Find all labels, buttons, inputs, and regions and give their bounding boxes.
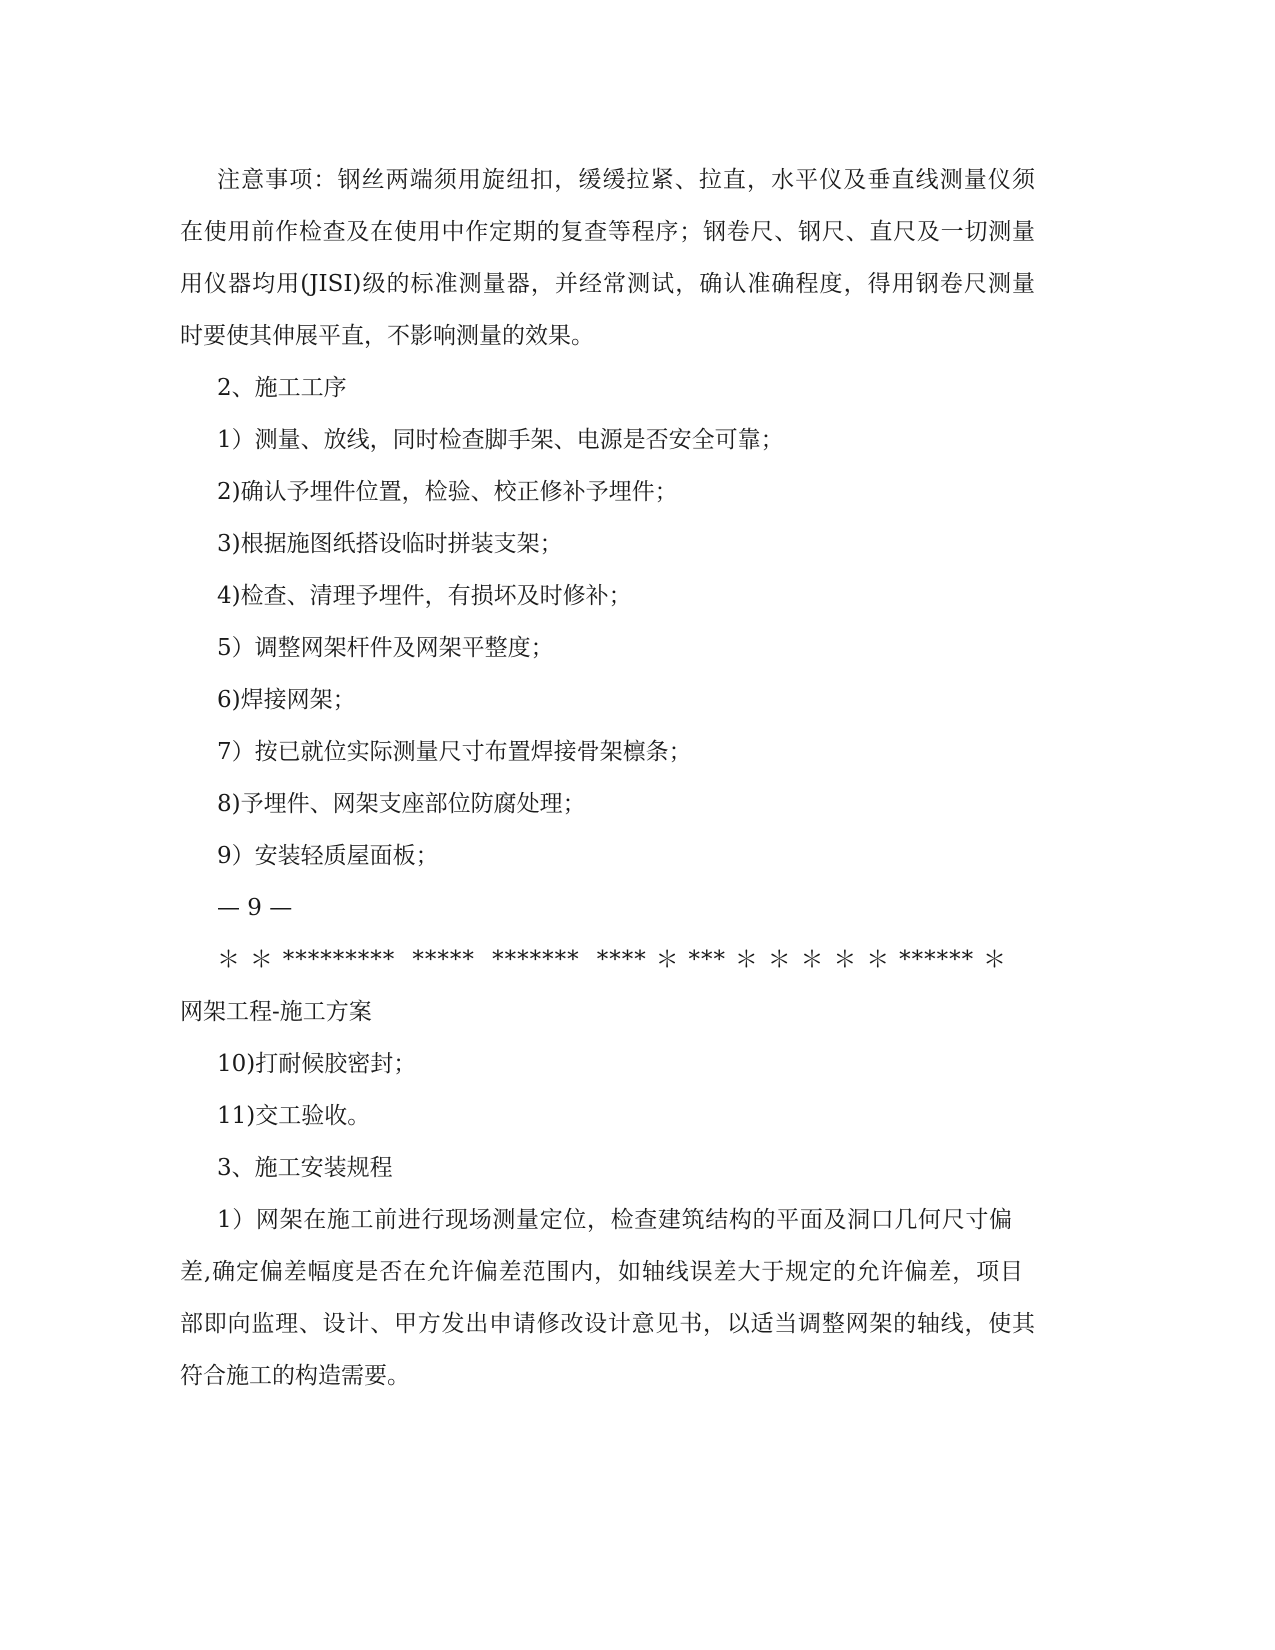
separator-line: ＊＊********* ***** ******* ****＊***＊＊＊＊＊******＊ <box>217 947 1007 973</box>
step-item: 9）安装轻质屋面板； <box>217 843 439 869</box>
running-header-title: 网架工程-施工方案 <box>180 999 372 1025</box>
rule-1-line-3: 部即向监理、设计、甲方发出申请修改设计意见书，以适当调整网架的轴线，使其 <box>180 1311 1035 1337</box>
step-item: 1）测量、放线，同时检查脚手架、电源是否安全可靠； <box>217 427 784 453</box>
notes-line-3: 用仪器均用(JISI)级的标准测量器，并经常测试，确认准确程度，得用钢卷尺测量 <box>180 271 1035 297</box>
step-item: 11)交工验收。 <box>217 1103 371 1129</box>
rule-1-line-4: 符合施工的构造需要。 <box>180 1363 410 1389</box>
step-item: 4)检查、清理予埋件，有损坏及时修补； <box>217 583 632 609</box>
step-item: 10)打耐候胶密封； <box>217 1051 417 1077</box>
step-item: 8)予埋件、网架支座部位防腐处理； <box>217 791 586 817</box>
notes-line-2: 在使用前作检查及在使用中作定期的复查等程序；钢卷尺、钢尺、直尺及一切测量 <box>180 219 1035 245</box>
section-3-heading: 3、施工安装规程 <box>217 1155 393 1181</box>
step-item: 3)根据施图纸搭设临时拼装支架； <box>217 531 563 557</box>
step-item: 5）调整网架杆件及网架平整度； <box>217 635 554 661</box>
notes-line-1: 注意事项：钢丝两端须用旋纽扣，缓缓拉紧、拉直，水平仪及垂直线测量仪须 <box>217 167 1035 193</box>
section-2-heading: 2、施工工序 <box>217 375 347 401</box>
step-item: 6)焊接网架； <box>217 687 356 713</box>
notes-line-4: 时要使其伸展平直，不影响测量的效果。 <box>180 323 594 349</box>
step-item: 2)确认予埋件位置，检验、校正修补予埋件； <box>217 479 678 505</box>
rule-1-line-2: 差,确定偏差幅度是否在允许偏差范围内，如轴线误差大于规定的允许偏差，项目 <box>180 1259 1023 1285</box>
rule-1-line-1: 1）网架在施工前进行现场测量定位，检查建筑结构的平面及洞口几何尺寸偏 <box>217 1207 1012 1233</box>
step-item: 7）按已就位实际测量尺寸布置焊接骨架檩条； <box>217 739 692 765</box>
page-number: — 9 — <box>217 895 293 921</box>
